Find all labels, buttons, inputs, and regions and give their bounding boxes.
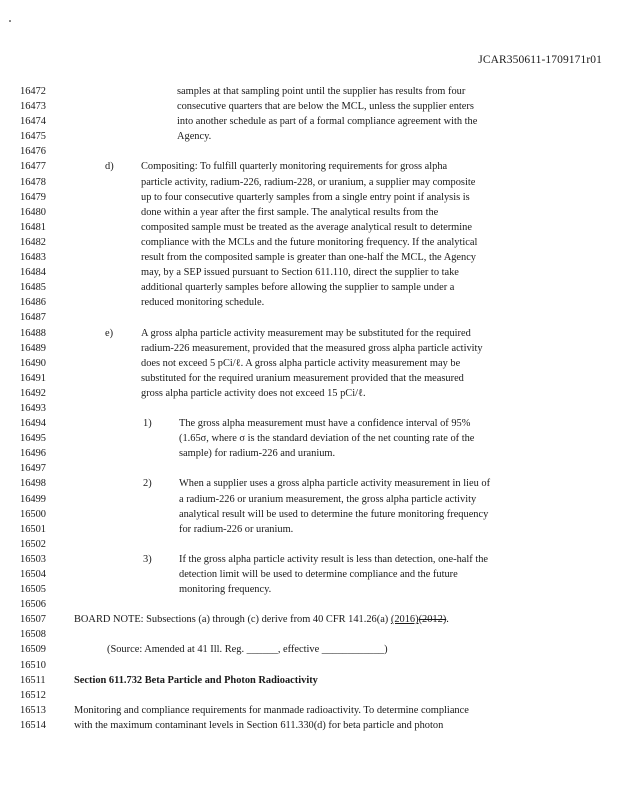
text-line — [0, 356, 618, 371]
line-number: 16502 — [20, 538, 46, 550]
line-text: composited sample must be treated as the average analytical result to determine — [141, 221, 472, 233]
text-line — [0, 416, 618, 431]
line-number: 16478 — [20, 176, 46, 188]
line-number: 16503 — [20, 553, 46, 565]
text-line — [0, 476, 618, 491]
line-text: for radium-226 or uranium. — [179, 523, 294, 535]
line-text: a radium-226 or uranium measurement, the gross alpha particle activity — [179, 493, 477, 505]
text-line — [0, 522, 618, 537]
text-line — [0, 461, 618, 476]
text-line — [0, 190, 618, 205]
line-text: radium-226 measurement, provided that the measured gross alpha particle activity — [141, 342, 483, 354]
text-line — [0, 703, 618, 718]
line-number: 16486 — [20, 297, 46, 309]
line-text: sample) for radium-226 and uranium. — [179, 448, 336, 460]
line-text: When a supplier uses a gross alpha particle activity measurement in lieu of — [179, 478, 491, 490]
line-number: 16500 — [20, 508, 46, 520]
line-number: 16501 — [20, 523, 46, 535]
text-line — [0, 310, 618, 325]
line-text: particle activity, radium-226, radium-228, or uranium, a supplier may composite — [141, 176, 476, 188]
text-line — [0, 265, 618, 280]
subsection-marker: d) — [105, 161, 114, 173]
line-number: 16505 — [20, 584, 46, 596]
text-line — [0, 446, 618, 461]
text-line — [0, 84, 618, 99]
line-text: Monitoring and compliance requirements for manmade radioactivity. To determine compliance — [74, 704, 469, 716]
line-number: 16507 — [20, 614, 46, 626]
text-line — [0, 537, 618, 552]
text-line — [0, 658, 618, 673]
line-number: 16491 — [20, 372, 46, 384]
line-text: Compositing: To fulfill quarterly monitoring requirements for gross alpha — [141, 161, 448, 173]
line-text: Agency. — [177, 131, 212, 143]
subsection-marker: 3) — [143, 553, 152, 565]
line-text: The gross alpha measurement must have a confidence interval of 95% — [179, 418, 471, 430]
board-note-text: BOARD NOTE: Subsections (a) through (c) derive from 40 CFR 141.26(a) — [74, 614, 391, 626]
line-number: 16482 — [20, 236, 46, 248]
line-number: 16474 — [20, 116, 46, 128]
text-line — [0, 627, 618, 642]
text-line — [0, 642, 618, 657]
source-note: (Source: Amended at 41 Ill. Reg. ______, effective ____________) — [107, 644, 388, 656]
text-line — [0, 280, 618, 295]
line-number: 16485 — [20, 282, 46, 294]
inserted-year: (2016) — [390, 614, 419, 626]
subsection-marker: 2) — [143, 478, 152, 490]
scan-speck — [9, 20, 11, 22]
line-number: 16495 — [20, 433, 46, 445]
page-header-code: JCAR350611-1709171r01 — [478, 54, 602, 66]
line-text: result from the composited sample is greater than one-half the MCL, the Agency — [141, 252, 477, 264]
line-text: If the gross alpha particle activity result is less than detection, one-half the — [179, 553, 489, 565]
line-number: 16480 — [20, 206, 46, 218]
text-line — [0, 235, 618, 250]
text-line — [0, 341, 618, 356]
text-line — [0, 492, 618, 507]
text-line — [0, 612, 618, 627]
line-text: does not exceed 5 pCi/ℓ. A gross alpha particle activity measurement may be — [141, 357, 461, 369]
line-number: 16493 — [20, 402, 46, 414]
text-line — [0, 688, 618, 703]
line-number: 16514 — [20, 719, 46, 731]
line-number: 16496 — [20, 448, 46, 460]
board-note-period: . — [446, 614, 449, 626]
text-line — [0, 386, 618, 401]
text-line — [0, 99, 618, 114]
text-line — [0, 582, 618, 597]
text-line — [0, 114, 618, 129]
line-number: 16497 — [20, 463, 46, 475]
deleted-year: (2012) — [418, 614, 447, 626]
text-line — [0, 431, 618, 446]
line-text: substituted for the required uranium measurement provided that the measured — [141, 372, 464, 384]
line-text: reduced monitoring schedule. — [141, 297, 265, 309]
text-line — [0, 295, 618, 310]
line-number: 16476 — [20, 146, 46, 158]
line-text: done within a year after the first sample. The analytical results from the — [141, 206, 439, 218]
subsection-marker: 1) — [143, 418, 152, 430]
line-number: 16473 — [20, 101, 46, 113]
board-note — [74, 612, 449, 627]
line-number: 16481 — [20, 221, 46, 233]
line-text: detection limit will be used to determine compliance and the future — [179, 569, 458, 580]
line-number: 16506 — [20, 599, 46, 611]
line-number: 16508 — [20, 629, 46, 641]
line-text: gross alpha particle activity does not exceed 15 pCi/ℓ. — [141, 387, 366, 399]
line-number: 16483 — [20, 252, 46, 264]
line-number: 16504 — [20, 569, 46, 580]
line-list — [0, 84, 618, 733]
text-line — [0, 371, 618, 386]
line-number: 16488 — [20, 327, 46, 339]
line-text: analytical result will be used to determine the future monitoring frequency — [179, 508, 489, 520]
line-text: may, by a SEP issued pursuant to Section 611.110, direct the supplier to take — [141, 267, 459, 279]
text-line — [0, 673, 618, 688]
line-text: consecutive quarters that are below the MCL, unless the supplier enters — [177, 101, 474, 113]
line-number: 16513 — [20, 704, 46, 716]
text-line — [0, 507, 618, 522]
line-number: 16498 — [20, 478, 46, 490]
line-text: compliance with the MCLs and the future monitoring frequency. If the analytical — [141, 236, 478, 248]
line-number: 16510 — [20, 659, 46, 671]
line-number: 16479 — [20, 191, 46, 203]
line-number: 16477 — [20, 161, 46, 173]
text-line — [0, 129, 618, 144]
line-number: 16475 — [20, 131, 46, 143]
line-number: 16511 — [20, 674, 46, 686]
text-line — [0, 205, 618, 220]
line-number: 16472 — [20, 86, 46, 97]
subsection-marker: e) — [105, 327, 114, 339]
text-line — [0, 250, 618, 265]
line-text: (1.65σ, where σ is the standard deviation of the net counting rate of the — [179, 433, 475, 445]
text-line — [0, 326, 618, 341]
text-line — [0, 175, 618, 190]
text-line — [0, 597, 618, 612]
text-line — [0, 159, 618, 174]
line-number: 16484 — [20, 267, 46, 279]
line-number: 16509 — [20, 644, 46, 656]
line-number: 16492 — [20, 387, 46, 399]
section-heading: Section 611.732 Beta Particle and Photon Radioactivity — [74, 674, 318, 686]
line-text: up to four consecutive quarterly samples from a single entry point if analysis is — [141, 191, 470, 203]
line-text: with the maximum contaminant levels in Section 611.330(d) for beta particle and photon — [74, 719, 444, 731]
line-number: 16499 — [20, 493, 46, 505]
line-number: 16512 — [20, 689, 46, 701]
text-line — [0, 144, 618, 159]
line-number: 16489 — [20, 342, 46, 354]
line-number: 16490 — [20, 357, 46, 369]
text-line — [0, 220, 618, 235]
text-line — [0, 552, 618, 567]
line-text: A gross alpha particle activity measurement may be substituted for the required — [141, 327, 471, 339]
line-text: samples at that sampling point until the supplier has results from four — [177, 86, 466, 97]
text-line — [0, 401, 618, 416]
text-line — [0, 718, 618, 733]
line-text: into another schedule as part of a formal compliance agreement with the — [177, 116, 478, 128]
line-text: additional quarterly samples before allowing the supplier to sample under a — [141, 282, 455, 294]
line-text: monitoring frequency. — [179, 584, 272, 596]
text-line — [0, 567, 618, 582]
line-number: 16494 — [20, 418, 46, 430]
line-number: 16487 — [20, 312, 46, 324]
